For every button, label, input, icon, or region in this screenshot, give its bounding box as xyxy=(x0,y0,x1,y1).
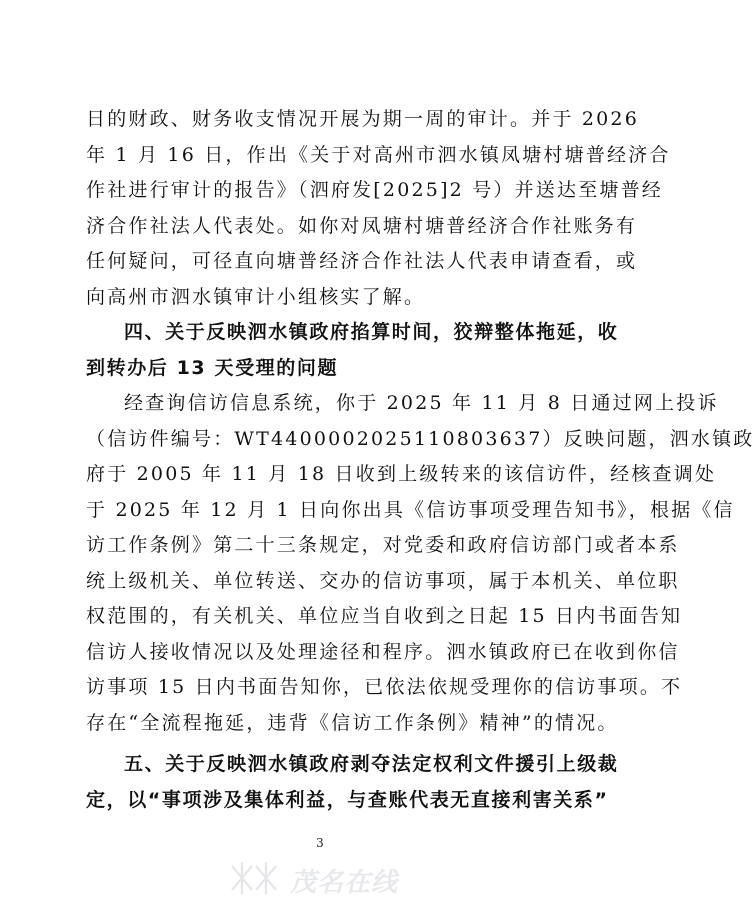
paragraph-line: 府于 2005 年 11 月 18 日收到上级转来的该信访件，经核查调处 xyxy=(86,463,717,485)
paragraph-line: 于 2025 年 12 月 1 日向你出具《信访事项受理告知书》，根据《信 xyxy=(86,499,735,521)
watermark-logo-icon xyxy=(226,858,282,898)
paragraph-line: 经查询信访信息系统，你于 2025 年 11 月 8 日通过网上投诉 xyxy=(124,392,719,414)
paragraph-line: 日的财政、财务收支情况开展为期一周的审计。并于 2026 xyxy=(86,108,639,130)
section-heading-4: 四、关于反映泗水镇政府掐算时间，狡辩整体拖延，收 xyxy=(124,321,619,343)
paragraph-line: 存在“全流程拖延，违背《信访工作条例》精神”的情况。 xyxy=(86,712,619,734)
paragraph-line: 访事项 15 日内书面告知你，已依法依规受理你的信访事项。不 xyxy=(86,676,683,698)
paragraph-line: 任何疑问，可径直向塘普经济合作社法人代表申请查看，或 xyxy=(86,250,638,272)
page-number: 3 xyxy=(316,836,324,850)
paragraph-line: 信访人接收情况以及处理途径和程序。泗水镇政府已在收到你信 xyxy=(86,641,680,663)
paragraph-line: 年 1 月 16 日，作出《关于对高州市泗水镇凤塘村塘普经济合 xyxy=(86,144,671,166)
paragraph-line: （信访件编号：WT4400002025110803637）反映问题，泗水镇政 xyxy=(86,428,754,450)
site-watermark xyxy=(226,858,426,902)
section-heading-5-cont: 定，以“事项涉及集体利益，与查账代表无直接利害关系” xyxy=(86,789,609,811)
paragraph-line: 权范围的，有关机关、单位应当自收到之日起 15 日内书面告知 xyxy=(86,605,683,627)
paragraph-line: 访工作条例》第二十三条规定，对党委和政府信访部门或者本系 xyxy=(86,534,680,556)
paragraph-line: 济合作社法人代表处。如你对凤塘村塘普经济合作社账务有 xyxy=(86,215,638,237)
section-heading-4-cont: 到转办后 13 天受理的问题 xyxy=(86,357,339,379)
paragraph-line: 作社进行审计的报告》（泗府发[2025]2 号）并送达至塘普经 xyxy=(86,179,664,201)
watermark-brand: 茂名在线 xyxy=(290,868,399,898)
paragraph-line: 向高州市泗水镇审计小组核实了解。 xyxy=(86,286,426,308)
section-heading-5-line: 五、关于反映泗水镇政府剥夺法定权利文件援引上级裁 xyxy=(124,753,619,775)
paragraph-line: 统上级机关、单位转送、交办的信访事项，属于本机关、单位职 xyxy=(86,570,680,592)
